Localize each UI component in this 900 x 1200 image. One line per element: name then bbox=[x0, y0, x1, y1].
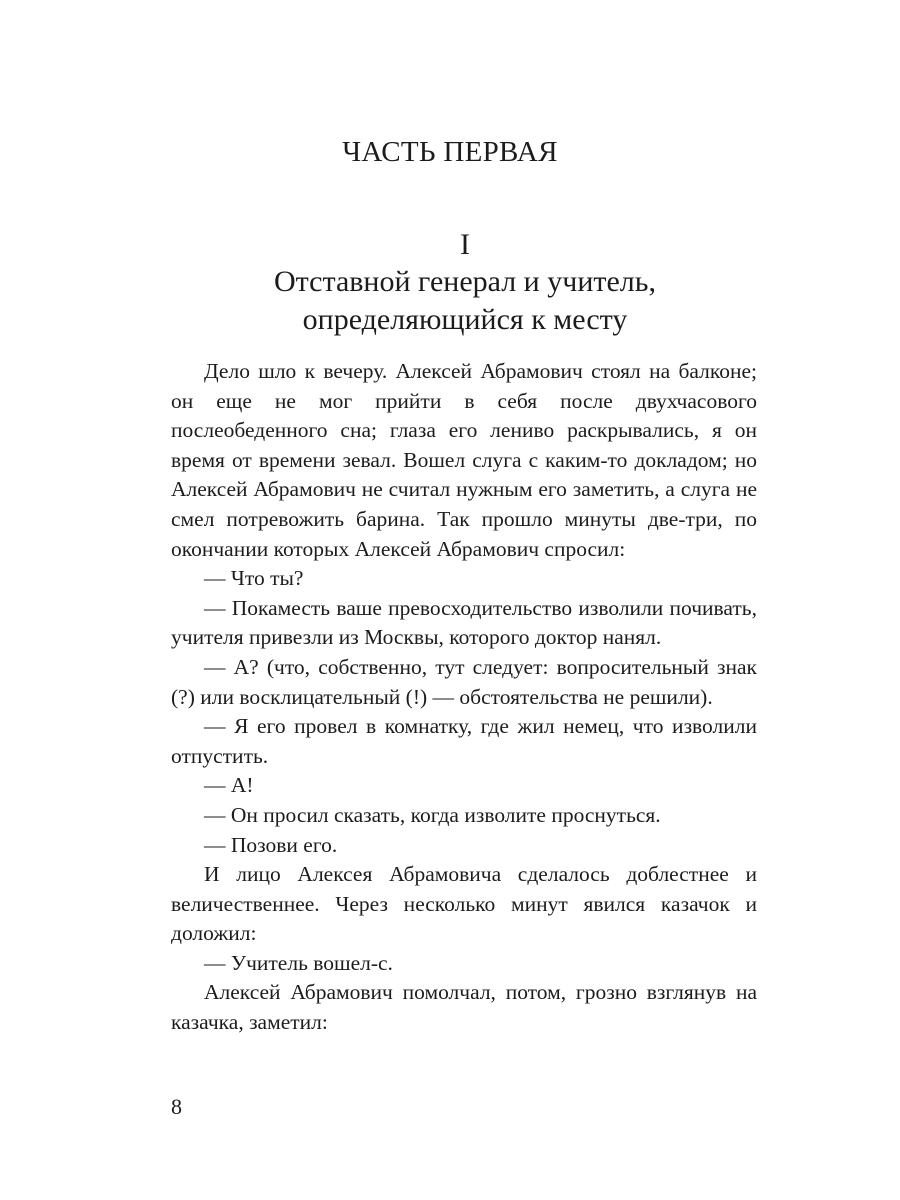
paragraph: Алексей Абрамович помолчал, потом, грозно взглянув на казачка, заметил: bbox=[171, 980, 757, 1035]
dialogue-line: — Что ты? bbox=[204, 566, 304, 591]
part-title: ЧАСТЬ ПЕРВАЯ bbox=[342, 136, 558, 168]
chapter-heading bbox=[0, 226, 900, 339]
chapter-title-line-1: Отставной генерал и учитель, bbox=[274, 265, 656, 298]
page-number: 8 bbox=[171, 1094, 182, 1119]
chapter-numeral: I bbox=[460, 228, 470, 261]
dialogue-line: — А! bbox=[204, 773, 254, 798]
dialogue-line: — Я его провел в комнатку, где жил немец, что изволили отпустить. bbox=[171, 714, 757, 768]
dialogue-line: — А? (что, собственно, тут следует: вопросительный знак (?) или восклицательный (!) — обстоятельства не решили). bbox=[171, 654, 757, 709]
chapter-title-line-2: определяющийся к месту bbox=[302, 303, 628, 336]
dialogue-line: — Позови его. bbox=[204, 832, 338, 857]
dialogue-line: — Покаместь ваше превосходительство изволили почивать, учителя привезли из Москвы, которого доктор нанял. bbox=[171, 595, 757, 650]
paragraph: Дело шло к вечеру. Алексей Абрамович стоял на балконе; он еще не мог прийти в себя после двухчасового послеобеденного сна; глаза его лениво раскрывались, я он время от времени зевал. Вошел слуга с каким-то докладом; но Алексей Абрамович не считал нужным его заметить, а слуга не смел потревожить барина. Так прошло минуты две-три, по окончании которых Алексей Абрамович спросил: bbox=[171, 359, 757, 561]
dialogue-line: — Учитель вошел-с. bbox=[204, 950, 393, 975]
body-text bbox=[171, 357, 757, 1038]
dialogue-line: — Он просил сказать, когда изволите проснуться. bbox=[204, 802, 661, 827]
paragraph: И лицо Алексея Абрамовича сделалось доблестнее и величественнее. Через несколько минут явился казачок и доложил: bbox=[171, 862, 757, 946]
